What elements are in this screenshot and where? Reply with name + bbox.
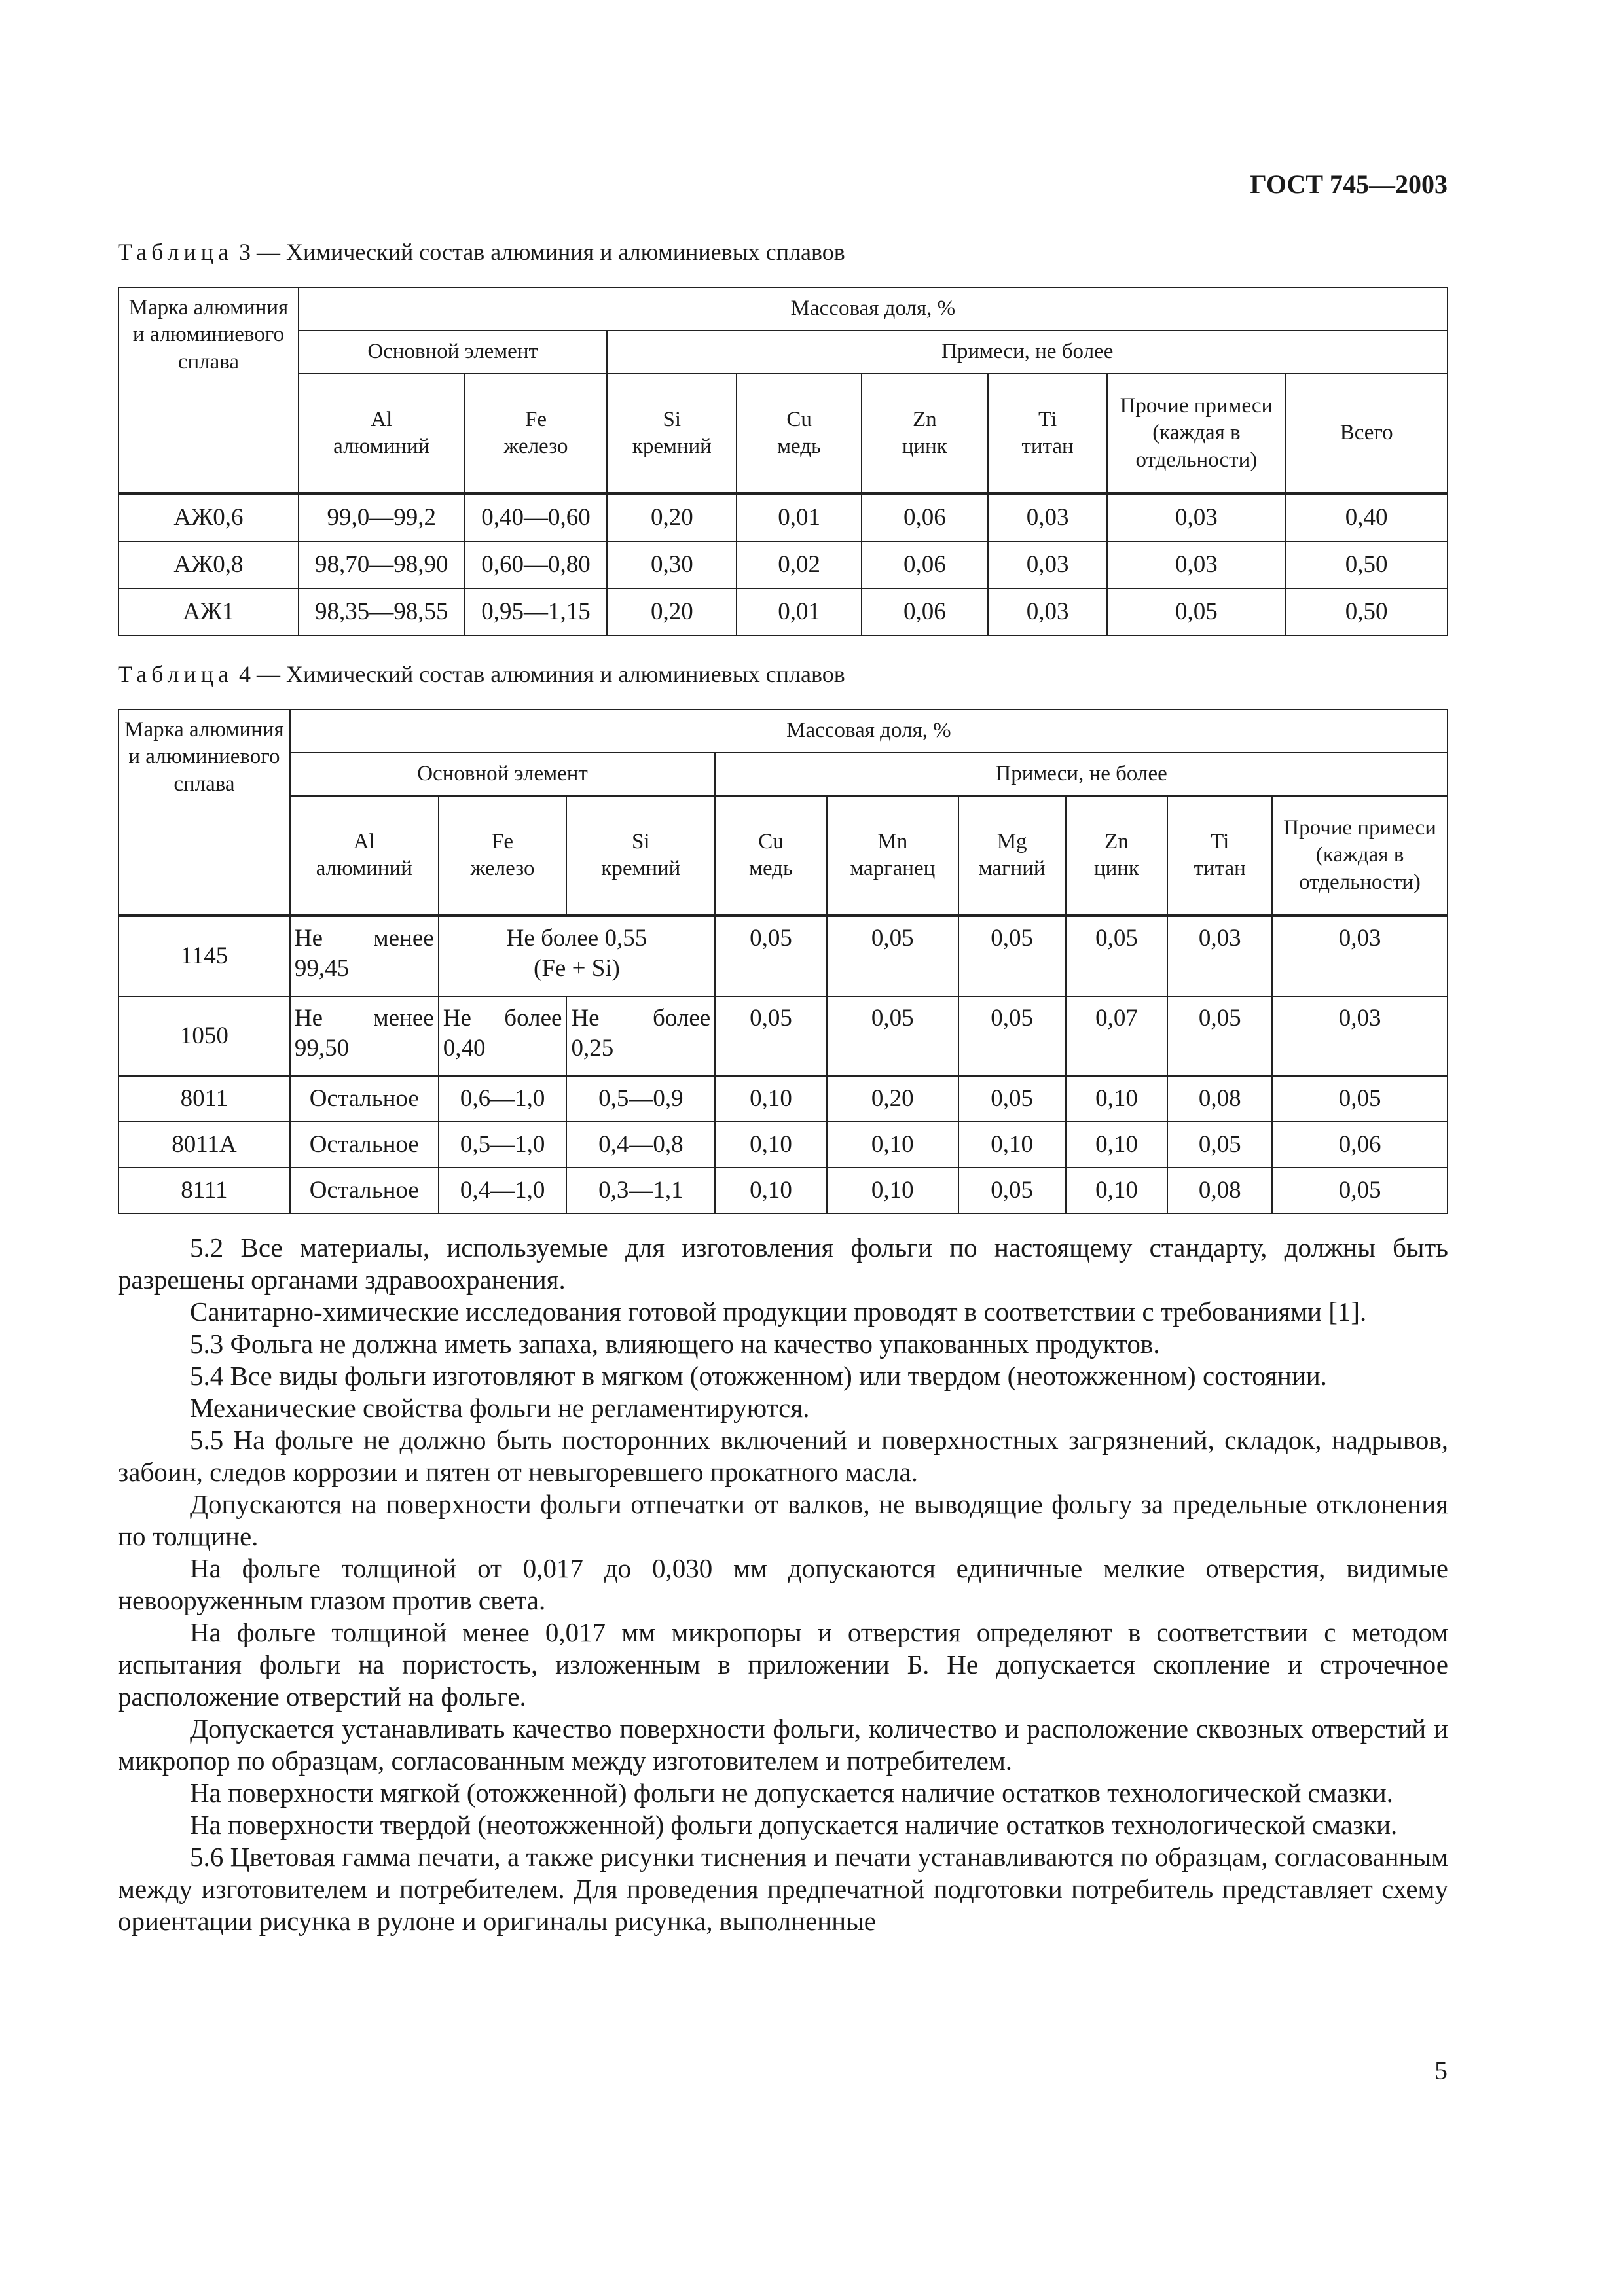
paragraph: На фольге толщиной менее 0,017 мм микропоры и отверстия определяют в соответствии с методом испытания фольги на пористость, изложенным в приложении Б. Не допускается скопление и строчечное расположение отверстий на фольге. (118, 1617, 1448, 1712)
paragraph: На поверхности твердой (неотожженной) фольги допускается наличие остатков технологической смазки. (190, 1810, 1398, 1840)
table-row: 1050 Не менее 99,50 Не более 0,40 Не более 0,25 0,05 0,05 0,05 0,07 0,05 0,03 (119, 996, 1448, 1076)
table4-col-mg: Mg магний (958, 796, 1066, 916)
table4-impurities-header: Примеси, не более (715, 753, 1448, 796)
table-row: 8111 Остальное 0,4—1,0 0,3—1,1 0,10 0,10 0,05 0,10 0,08 0,05 (119, 1168, 1448, 1213)
paragraph: Допускаются на поверхности фольги отпечатки от валков, не выводящие фольгу за предельные отклонения по толщине. (118, 1489, 1448, 1551)
table4-col-other: Прочие примеси (каждая в отдельности) (1272, 796, 1448, 916)
table3-col-total: Всего (1285, 374, 1448, 493)
table-row: 8011A Остальное 0,5—1,0 0,4—0,8 0,10 0,10 0,10 0,10 0,05 0,06 (119, 1122, 1448, 1168)
table-row: 8011 Остальное 0,6—1,0 0,5—0,9 0,10 0,20 0,05 0,10 0,08 0,05 (119, 1076, 1448, 1122)
table3-col-cu: Cu медь (737, 374, 862, 493)
table3-caption-text: 3 — Химический состав алюминия и алюминиевых сплавов (232, 239, 845, 265)
paragraph: 5.4 Все виды фольги изготовляют в мягком (отожженном) или твердом (неотожженном) состоянии. (190, 1361, 1327, 1391)
table4-caption-word: Таблица (118, 661, 233, 687)
table3-mass-fraction-header: Массовая доля, % (299, 287, 1448, 331)
table-row: АЖ0,6 99,0—99,2 0,40—0,60 0,20 0,01 0,06 0,03 0,03 0,40 (119, 493, 1448, 541)
table4-caption (118, 660, 845, 688)
table4 (118, 709, 1448, 1214)
table3-col-si: Si кремний (607, 374, 737, 493)
table3-col-al: Al алюминий (299, 374, 465, 493)
paragraph: 5.3 Фольга не должна иметь запаха, влияющего на качество упакованных продуктов. (190, 1329, 1160, 1359)
paragraph: На фольге толщиной от 0,017 до 0,030 мм допускаются единичные мелкие отверстия, видимые невооруженным глазом против света. (118, 1553, 1448, 1615)
paragraph: На поверхности мягкой (отожженной) фольги не допускается наличие остатков технологической смазки. (190, 1778, 1393, 1808)
paragraph: Допускается устанавливать качество поверхности фольги, количество и расположение сквозных отверстий и микропор по образцам, согласованным между изготовителем и потребителем. (118, 1713, 1448, 1776)
table3-col-zn: Zn цинк (862, 374, 988, 493)
table4-col-cu: Cu медь (715, 796, 827, 916)
table4-caption-text: 4 — Химический состав алюминия и алюминиевых сплавов (232, 661, 845, 687)
paragraph: Санитарно-химические исследования готовой продукции проводят в соответствии с требованиями [1]. (190, 1297, 1367, 1327)
paragraph: 5.5 На фольге не должно быть посторонних включений и поверхностных загрязнений, складок, надрывов, забоин, следов коррозии и пятен от невыгоревшего прокатного масла. (118, 1425, 1448, 1487)
table3-main-element-header: Основной элемент (299, 331, 608, 374)
table3-col-other: Прочие примеси (каждая в отдельности) (1107, 374, 1285, 493)
paragraph: 5.6 Цветовая гамма печати, а также рисунки тиснения и печати устанавливаются по образцам, согласованным между изготовителем и потребителем. Для проведения предпечатной подготовки потребитель представляет схему ориентации рисунка в рулоне и оригиналы рисунка, выполненные (118, 1842, 1448, 1936)
table3-grade-header: Марка алюминия и алюминиевого сплава (119, 287, 299, 493)
table3-impurities-header: Примеси, не более (607, 331, 1448, 374)
table3-col-fe: Fe железо (465, 374, 608, 493)
table4-col-fe: Fe железо (439, 796, 567, 916)
table4-grade-header: Марка алюминия и алюминиевого сплава (119, 709, 290, 916)
table4-col-ti: Ti титан (1167, 796, 1272, 916)
table4-col-zn: Zn цинк (1066, 796, 1168, 916)
table3-caption (118, 238, 845, 266)
table4-col-al: Al алюминий (290, 796, 439, 916)
paragraph: 5.2 Все материалы, используемые для изготовления фольги по настоящему стандарту, должны быть разрешены органами здравоохранения. (118, 1232, 1448, 1295)
table4-col-si: Si кремний (566, 796, 715, 916)
page-number: 5 (1434, 2056, 1448, 2085)
table-row: 1145 Не менее 99,45 Не более 0,55 (Fe + Si) 0,05 0,05 0,05 0,05 0,03 0,03 (119, 916, 1448, 996)
table-row: АЖ0,8 98,70—98,90 0,60—0,80 0,30 0,02 0,06 0,03 0,03 0,50 (119, 541, 1448, 588)
paragraph: Механические свойства фольги не регламентируются. (190, 1393, 810, 1423)
table-row: АЖ1 98,35—98,55 0,95—1,15 0,20 0,01 0,06 0,03 0,05 0,50 (119, 588, 1448, 636)
table3 (118, 287, 1448, 636)
body-text (118, 1232, 1448, 1937)
standard-code: ГОСТ 745—2003 (1250, 170, 1448, 199)
table4-mass-fraction-header: Массовая доля, % (290, 709, 1448, 753)
table3-caption-word: Таблица (118, 239, 233, 265)
table3-col-ti: Ti титан (988, 374, 1108, 493)
table4-col-mn: Mn марганец (827, 796, 958, 916)
table4-main-element-header: Основной элемент (290, 753, 715, 796)
